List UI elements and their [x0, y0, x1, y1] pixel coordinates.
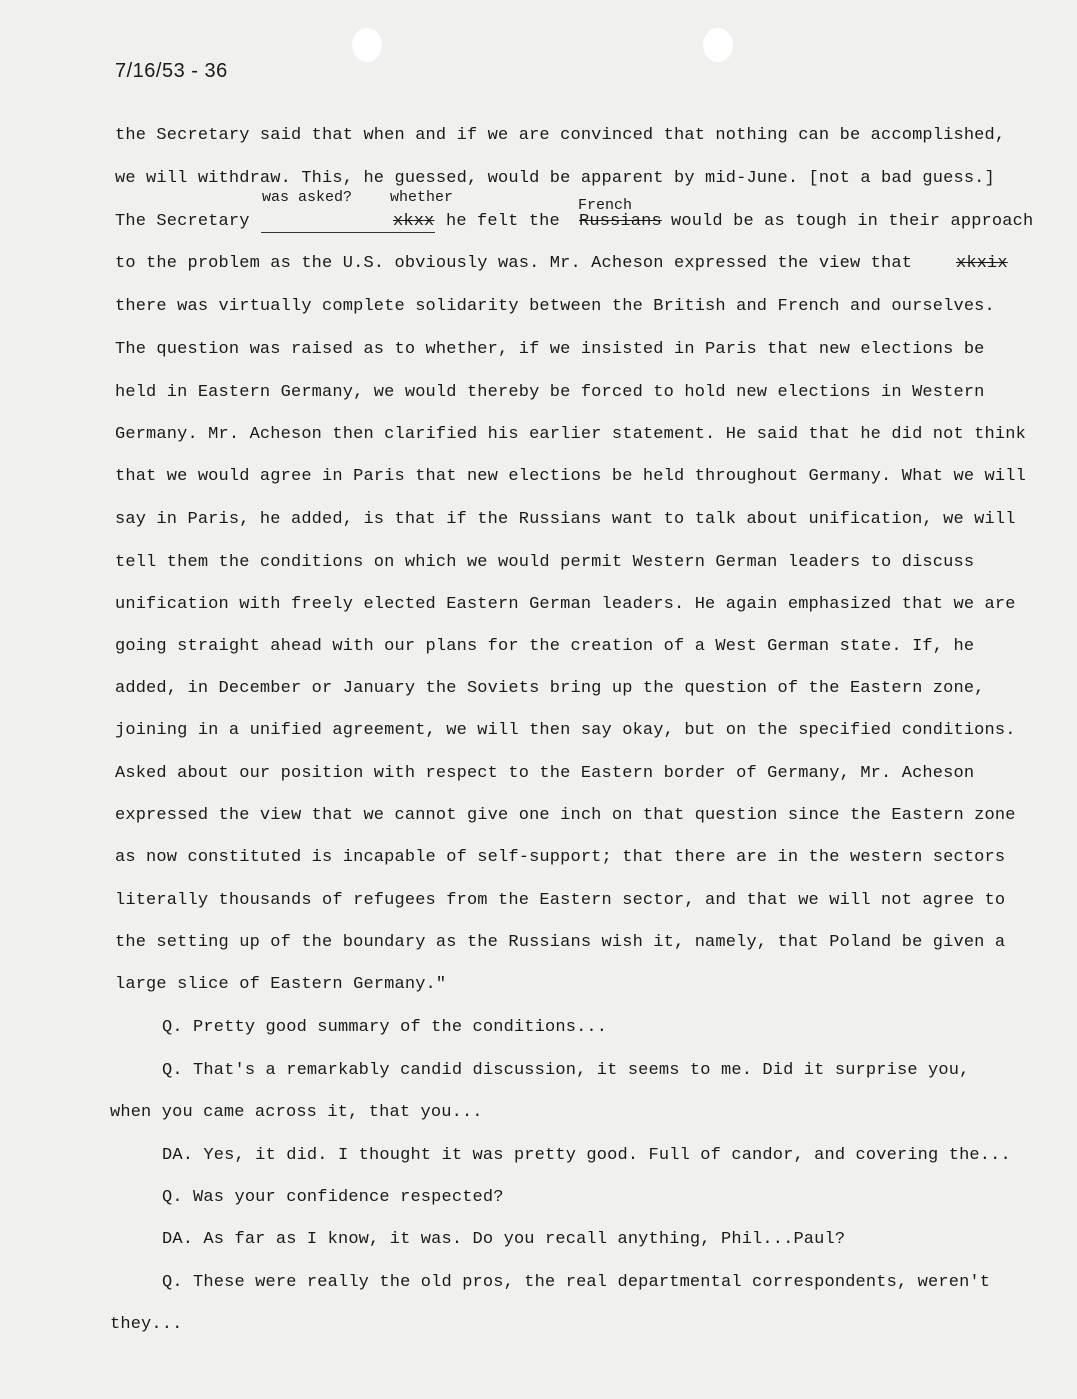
text-line: The question was raised as to whether, if we insisted in Paris that new elections be: [115, 340, 985, 359]
text-line: literally thousands of refugees from the Eastern sector, and that we will not agree to: [115, 891, 1006, 910]
question-line: Q. Pretty good summary of the conditions...: [162, 1018, 608, 1037]
text-line: as now constituted is incapable of self-support; that there are in the western sectors: [115, 848, 1006, 867]
text-line: we will withdraw. This, he guessed, would be apparent by mid-June. [not a bad guess.]: [115, 169, 995, 188]
text-line: Asked about our position with respect to the Eastern border of Germany, Mr. Acheson: [115, 764, 975, 783]
answer-line: DA. Yes, it did. I thought it was pretty good. Full of candor, and covering the...: [162, 1146, 1011, 1165]
text-line: held in Eastern Germany, we would thereby be forced to hold new elections in Western: [115, 383, 985, 402]
page-number: 7/16/53 - 36: [115, 60, 228, 82]
text-line: when you came across it, that you...: [110, 1103, 483, 1122]
blank-underline: [261, 232, 435, 233]
text-line: going straight ahead with our plans for the creation of a West German state. If, he: [115, 637, 975, 656]
text-line: the setting up of the boundary as the Russians wish it, namely, that Poland be given a: [115, 933, 1006, 952]
insertion-french: French: [578, 197, 633, 214]
struck-text: Russians: [579, 212, 662, 231]
text-line: added, in December or January the Soviets bring up the question of the Eastern zone,: [115, 679, 985, 698]
text-line: expressed the view that we cannot give one inch on that question since the Eastern zone: [115, 806, 1016, 825]
text-line: he felt the: [446, 212, 560, 231]
text-line: large slice of Eastern Germany.": [115, 975, 447, 994]
text-line: there was virtually complete solidarity between the British and French and ourselves.: [115, 297, 995, 316]
text-line: joining in a unified agreement, we will then say okay, but on the specified conditions.: [115, 721, 1016, 740]
text-line: Germany. Mr. Acheson then clarified his earlier statement. He said that he did not think: [115, 425, 1026, 444]
text-line: the Secretary said that when and if we are convinced that nothing can be accomplished,: [115, 126, 1006, 145]
punch-hole: [352, 28, 382, 62]
insertion-whether: whether: [390, 189, 454, 206]
text-line: to the problem as the U.S. obviously was. Mr. Acheson expressed the view that: [115, 254, 913, 273]
text-line: say in Paris, he added, is that if the Russians want to talk about unification, we will: [115, 510, 1016, 529]
question-line: Q. That's a remarkably candid discussion, it seems to me. Did it surprise you,: [162, 1061, 970, 1080]
question-line: Q. Was your confidence respected?: [162, 1188, 504, 1207]
question-line: Q. These were really the old pros, the real departmental correspondents, weren't: [162, 1273, 991, 1292]
answer-line: DA. As far as I know, it was. Do you recall anything, Phil...Paul?: [162, 1230, 846, 1249]
insertion-was-asked: was asked?: [262, 189, 353, 206]
struck-text: xkxx: [393, 212, 435, 231]
text-line: would be as tough in their approach: [671, 212, 1034, 231]
text-line: that we would agree in Paris that new elections be held throughout Germany. What we will: [115, 467, 1026, 486]
text-line: tell them the conditions on which we would permit Western German leaders to discuss: [115, 553, 975, 572]
text-line: unification with freely elected Eastern German leaders. He again emphasized that we are: [115, 595, 1016, 614]
punch-hole: [703, 28, 733, 62]
struck-text: xkxix: [956, 254, 1008, 273]
text-line: The Secretary: [115, 212, 250, 231]
text-line: they...: [110, 1315, 183, 1334]
